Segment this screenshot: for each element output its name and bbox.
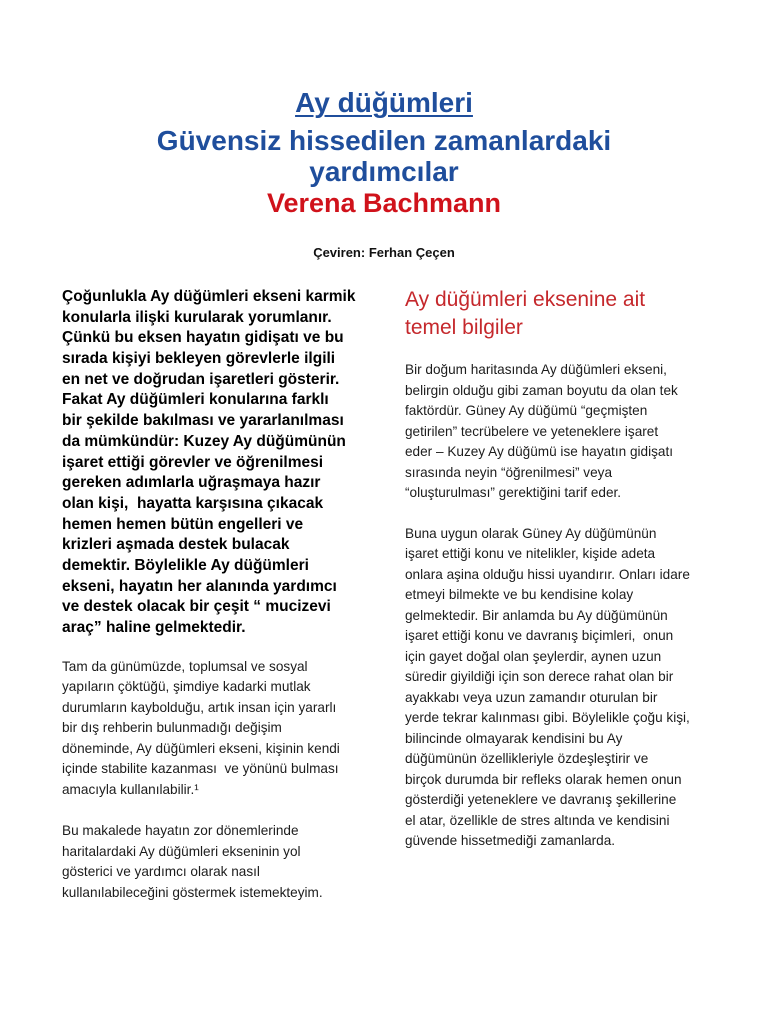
paragraph-line: Bu makalede hayatın zor dönemlerinde <box>62 823 299 839</box>
paragraph-line: ayakkabı veya uzun zamandır oturulan bir <box>405 689 658 705</box>
paragraph-line: işaret ettiği konu ve davranış biçimleri, onun <box>405 628 674 643</box>
paragraph-line: “oluşturulması” gerektiğini tarif eder. <box>405 485 622 500</box>
paragraph-line: haritalardaki Ay düğümleri ekseninin yol <box>62 843 301 859</box>
translator-credit: Çeviren: Ferhan Çeçen <box>313 245 455 260</box>
intro-line: konularla ilişki kurularak yorumlanır. <box>62 308 332 326</box>
paragraph-line: döneminde, Ay düğümleri ekseni, kişinin kendi <box>62 740 340 756</box>
right-paragraph-1 <box>405 360 745 504</box>
intro-line: Çoğunlukla Ay düğümleri ekseni karmik <box>62 288 356 305</box>
paragraph-line: yerde tekrar kalınması gibi. Böylelikle çoğu kişi, <box>405 710 690 725</box>
paragraph-line: güvende hissetmediği zamanlarda. <box>405 833 616 848</box>
paragraph-line: birçok durumda bir refleks olarak hemen onun <box>405 771 682 787</box>
paragraph-line: gösterdiği yeteneklere ve davranış şekillerine <box>405 792 677 807</box>
title-line-3: yardımcılar <box>309 156 459 187</box>
heading-line: temel bilgiler <box>405 316 523 339</box>
intro-line: sırada kişiyi bekleyen görevlerle ilgili <box>62 350 336 368</box>
paragraph-line: bir dış rehberin bulunmadığı değişim <box>62 720 282 736</box>
paragraph-line: süredir giyildiği için son derece rahat olan bir <box>405 669 674 684</box>
paragraph-line: gelmektedir. Bir anlamda bu Ay düğümünün <box>405 607 668 623</box>
left-paragraph-3 <box>62 821 392 903</box>
paragraph-line: amacıyla kullanılabilir.¹ <box>62 781 199 797</box>
paragraph-line: durumların kaybolduğu, artık insan için yararlı <box>62 699 337 715</box>
paragraph-line: yapıların çöktüğü, şimdiye kadarki mutlak <box>62 679 311 695</box>
paragraph-line: Buna uygun olarak Güney Ay düğümünün <box>405 525 657 541</box>
left-paragraph-2 <box>62 657 392 801</box>
paragraph-line: içinde stabilite kazanması ve yönünü bulması <box>62 761 339 777</box>
intro-line: işaret ettiği görevler ve öğrenilmesi <box>62 453 324 471</box>
section-heading <box>405 286 745 342</box>
paragraph-line: eder – Kuzey Ay düğümü ise hayatın gidişatı <box>405 444 674 459</box>
paragraph-line: gösterici ve yardımcı olarak nasıl <box>62 864 260 880</box>
intro-line: krizleri aşmada destek bulacak <box>62 536 290 554</box>
title-line-1: Ay düğümleri <box>295 87 473 118</box>
intro-line: Fakat Ay düğümleri konularına farklı <box>62 391 329 409</box>
title-line-2: Güvensiz hissedilen zamanlardaki <box>156 125 612 156</box>
heading-line: Ay düğümleri eksenine ait <box>405 288 646 311</box>
paragraph-line: el atar, özellikle de stres altında ve kendisini <box>405 812 670 828</box>
author-name: Verena Bachmann <box>266 188 502 218</box>
paragraph-line: işaret ettiği konu ve nitelikler, kişide adeta <box>405 546 656 561</box>
intro-line: olan kişi, hayatta karşısına çıkacak <box>62 494 324 512</box>
right-paragraph-2 <box>405 524 745 852</box>
intro-line: Çünkü bu eksen hayatın gidişatı ve bu <box>62 329 344 347</box>
paragraph-line: sırasında neyin “öğrenilmesi” veya <box>405 464 613 480</box>
intro-line: hemen hemen bütün engelleri ve <box>62 515 304 533</box>
paragraph-line: bilincinde olmayarak kendisini bu Ay <box>405 730 623 746</box>
intro-line: ekseni, hayatın her alanında yardımcı <box>62 577 337 595</box>
paragraph-line: Bir doğum haritasında Ay düğümleri ekseni, <box>405 362 667 377</box>
paragraph-line: için gayet doğal olan şeylerdir, aynen uzun <box>405 648 662 664</box>
paragraph-line: düğümünün özellikleriyle özdeşleştirir ve <box>405 751 649 766</box>
paragraph-line: belirgin olduğu gibi zaman boyutu da olan tek <box>405 382 678 398</box>
intro-paragraph <box>62 287 392 639</box>
paragraph-line: Tam da günümüzde, toplumsal ve sosyal <box>62 658 308 674</box>
intro-line: en net ve doğrudan işaretleri gösterir. <box>62 370 340 388</box>
intro-line: da mümkündür: Kuzey Ay düğümünün <box>62 432 346 450</box>
paragraph-line: faktördür. Güney Ay düğümü “geçmişten <box>405 403 648 418</box>
paragraph-line: etmeyi bilmekte ve bu kendisine kolay <box>405 587 634 602</box>
paragraph-line: kullanılabileceğini göstermek istemekteyim. <box>62 884 323 900</box>
intro-line: ve destek olacak bir çeşit “ mucizevi <box>62 598 331 616</box>
paragraph-line: getirilen” tecrübelere ve yeteneklere işaret <box>405 423 659 439</box>
paragraph-line: onlara aşina olduğu hissi uyandırır. Onları idare <box>405 566 690 582</box>
intro-line: araç” haline gelmektedir. <box>62 619 246 636</box>
left-column <box>62 287 392 903</box>
intro-line: bir şekilde bakılması ve yararlanılması <box>62 412 344 430</box>
right-column <box>405 286 745 852</box>
intro-line: gereken adımlarla uğraşmaya hazır <box>62 474 321 492</box>
intro-line: demektir. Böylelikle Ay düğümleri <box>62 556 309 574</box>
